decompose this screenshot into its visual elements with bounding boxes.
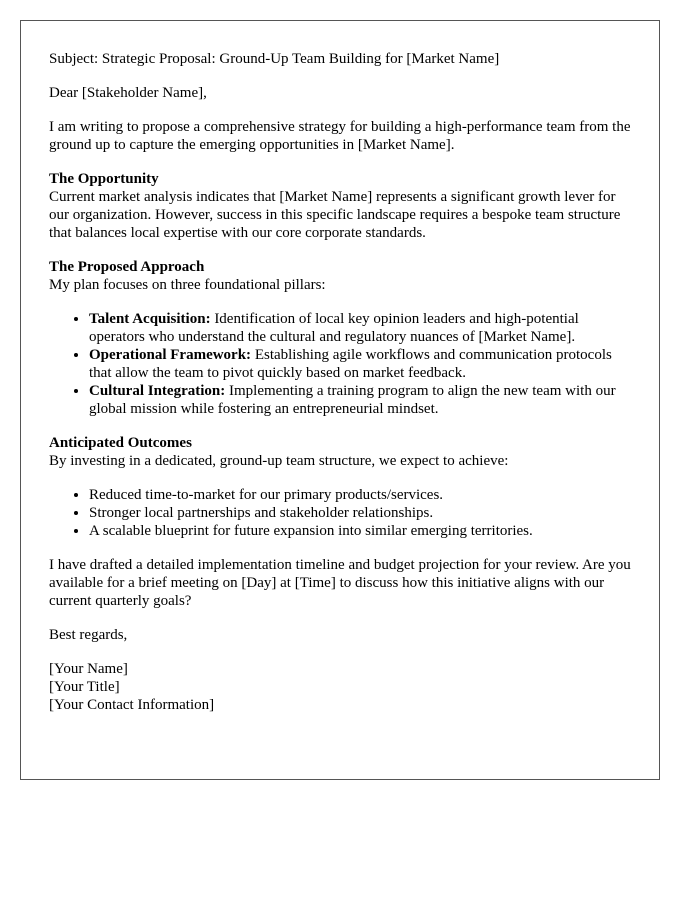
outcomes-section [49, 434, 631, 540]
pillars-list [49, 310, 631, 418]
approach-heading: The Proposed Approach [49, 259, 205, 275]
outcomes-heading: Anticipated Outcomes [49, 435, 192, 451]
intro-paragraph: I am writing to propose a comprehensive strategy for building a high-performance team from the ground up to capture the emerging opportunities in [Market Name]. [49, 119, 631, 153]
signature-title: [Your Title] [49, 679, 120, 695]
signature-block [49, 660, 631, 714]
pillar-title: Talent Acquisition: [89, 311, 211, 327]
signature-name: [Your Name] [49, 661, 128, 677]
pillar-text: Establishing agile workflows and communication protocols that allow the team to pivot quickly based on market feedback. [89, 347, 612, 381]
outcomes-body: By investing in a dedicated, ground-up team structure, we expect to achieve: [49, 453, 509, 469]
pillar-text: Identification of local key opinion leaders and high-potential operators who understand the cultural and regulatory nuances of [Market Name]. [89, 311, 579, 345]
list-item: • Stronger local partnerships and stakeholder relationships. [89, 504, 631, 522]
opportunity-section [49, 170, 631, 242]
approach-body: My plan focuses on three foundational pillars: [49, 277, 326, 293]
approach-section [49, 258, 631, 418]
pillar-text: Implementing a training program to align the new team with our global mission while fostering an entrepreneurial mindset. [89, 383, 616, 417]
list-item [89, 346, 631, 382]
opportunity-body: Current market analysis indicates that [Market Name] represents a significant growth lever for our organization. However, success in this specific landscape requires a bespoke team structure that balances local expertise with our core corporate standards. [49, 189, 621, 241]
outcomes-list [49, 486, 631, 540]
list-item [89, 310, 631, 346]
letter-document [20, 20, 660, 780]
pillar-title: Operational Framework: [89, 347, 252, 363]
closing-paragraph: I have drafted a detailed implementation timeline and budget projection for your review. Are you available for a brief meeting on [Day] at [Time] to discuss how this initiative aligns with our current quarterly goals? [49, 557, 631, 609]
list-item: • A scalable blueprint for future expansion into similar emerging territories. [89, 522, 631, 540]
list-item [89, 382, 631, 418]
subject-line: Subject: Strategic Proposal: Ground-Up Team Building for [Market Name] [49, 51, 500, 67]
signature-contact: [Your Contact Information] [49, 697, 215, 713]
salutation: Dear [Stakeholder Name], [49, 85, 207, 101]
opportunity-heading: The Opportunity [49, 171, 159, 187]
pillar-title: Cultural Integration: [89, 383, 226, 399]
list-item: • Reduced time-to-market for our primary products/services. [89, 486, 631, 504]
signoff: Best regards, [49, 627, 128, 643]
